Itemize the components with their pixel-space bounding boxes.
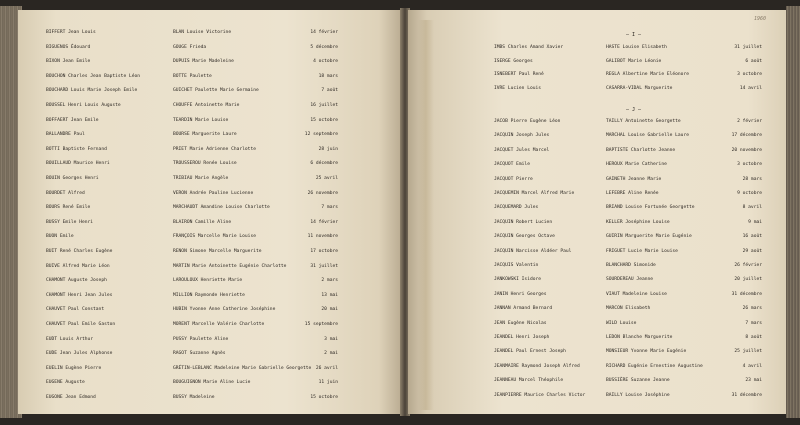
entry-name: EUGONE Jean Edmond bbox=[46, 395, 96, 400]
entry-name: JEAN Eugène Nicolas bbox=[494, 320, 547, 326]
register-entry bbox=[408, 205, 786, 213]
section-letter-heading: — J — bbox=[626, 107, 642, 113]
entry-name: EUDE Jean Jules Alphonse bbox=[46, 351, 113, 357]
entry-date: 6 décembre bbox=[310, 161, 338, 167]
entry-date: 4 avril bbox=[742, 363, 762, 369]
entry-spouse: GAINETH Jeanne Marie bbox=[606, 176, 662, 182]
entry-date: 20 novembre bbox=[731, 147, 762, 153]
entry-spouse: VERON Andrée Pauline Lucienne bbox=[173, 190, 254, 196]
entry-spouse: GUIRIN Marguerite Marie Eugénie bbox=[606, 234, 692, 240]
register-entry bbox=[18, 337, 402, 345]
register-entry bbox=[18, 191, 402, 199]
entry-spouse: MARCON Elisabeth bbox=[606, 306, 651, 312]
entry-name: JEANDEL Paul Ernest Joseph bbox=[494, 349, 566, 355]
register-entry bbox=[18, 161, 402, 169]
entry-date: 2 mars bbox=[321, 278, 338, 284]
entry-name: JACQUIN Narcisse Aldéer Paul bbox=[494, 248, 572, 254]
entry-date: 12 septembre bbox=[304, 132, 338, 138]
entry-date: 15 octobre bbox=[310, 117, 338, 123]
entry-name: JANKOWSKI Isidore bbox=[494, 277, 542, 283]
entry-name: BUIVE Alfred Marie Léon bbox=[46, 263, 110, 269]
entry-date: 8 août bbox=[745, 335, 762, 340]
register-entry bbox=[408, 72, 786, 80]
register-entry bbox=[408, 59, 786, 67]
entry-name: BOUSSEL Henri Louis Auguste bbox=[46, 103, 121, 108]
entry-date: 15 septembre bbox=[304, 322, 338, 327]
entry-name: JACQUIN Robert Lucien bbox=[494, 219, 553, 225]
entry-date: 14 avril bbox=[739, 85, 762, 91]
entry-spouse: TRIBIAU Marie Angèle bbox=[173, 176, 229, 181]
entry-spouse: BLAN Louise Victorine bbox=[173, 30, 232, 35]
register-entry bbox=[18, 351, 402, 359]
entry-date: 18 mars bbox=[318, 73, 338, 79]
entry-name: ISERGE Georges bbox=[494, 58, 533, 64]
register-entry bbox=[408, 292, 786, 300]
entry-name: JACOB Pierre Eugène Léon bbox=[494, 119, 561, 124]
register-entry bbox=[18, 380, 402, 388]
register-entry bbox=[18, 59, 402, 67]
register-entry bbox=[18, 147, 402, 155]
entry-date: 15 octobre bbox=[310, 395, 338, 400]
entry-date: 9 octobre bbox=[737, 191, 762, 196]
register-entry bbox=[408, 45, 786, 53]
entry-date: 17 octobre bbox=[310, 249, 338, 254]
entry-date: 17 décembre bbox=[731, 133, 762, 139]
entry-date: 8 avril bbox=[742, 205, 762, 211]
register-entry bbox=[408, 220, 786, 228]
entry-name: BOUILLAUD Maurice Henri bbox=[46, 161, 110, 167]
register-entry bbox=[18, 88, 402, 96]
entry-date: 31 juillet bbox=[310, 263, 338, 269]
register-entry bbox=[18, 293, 402, 301]
entry-spouse: BOUGUIGNON Marie Aline Lucie bbox=[173, 380, 251, 386]
register-entry bbox=[408, 191, 786, 199]
entry-date: 25 avril bbox=[315, 176, 338, 181]
entry-spouse: GOUGE Frieda bbox=[173, 44, 207, 50]
entry-date: 3 mai bbox=[324, 336, 338, 342]
entry-date: 13 mai bbox=[321, 292, 338, 298]
entry-name: JEANMAIRE Raymond Joseph Alfred bbox=[494, 363, 580, 369]
entry-date: 28 juin bbox=[318, 146, 338, 152]
register-entry bbox=[408, 162, 786, 170]
entry-date: 6 août bbox=[745, 58, 762, 64]
entry-spouse: CASARRA-VIDAL Marguerite bbox=[606, 85, 673, 91]
entry-name: JANNAN Armand Bernard bbox=[494, 306, 553, 312]
entry-name: JACQUIN Joseph Jules bbox=[494, 133, 550, 139]
register-entry bbox=[18, 366, 402, 374]
entry-date: 26 avril bbox=[315, 365, 338, 371]
corner-handwritten-note: 1960 bbox=[753, 16, 766, 22]
entry-spouse: LEDON Blanche Marguerite bbox=[606, 335, 673, 340]
entry-spouse: LEFEBRE Aline Renée bbox=[606, 191, 659, 196]
entry-name: BOFFAERT Jean Emile bbox=[46, 117, 99, 123]
entry-spouse: FRANÇOIS Marcelle Marie Louise bbox=[173, 234, 256, 240]
entry-date: 16 juillet bbox=[310, 103, 338, 108]
entry-date: 4 octobre bbox=[313, 59, 338, 65]
register-entry bbox=[18, 264, 402, 272]
entry-date: 31 décembre bbox=[731, 291, 762, 297]
entry-spouse: GRÉTIN-LEBLANC Madeleine Marie Gabrielle Georgette bbox=[173, 365, 312, 371]
entry-date: 28 mars bbox=[742, 176, 762, 182]
entry-name: JACQUEMARD Jules bbox=[494, 205, 539, 211]
entry-spouse: HUBIN Yvonne Anne Catherine Joséphine bbox=[173, 307, 276, 313]
entry-date: 26 mars bbox=[742, 306, 762, 312]
entry-spouse: LAROULOUX Henriette Marie bbox=[173, 278, 243, 284]
entry-date: 3 octobre bbox=[737, 162, 762, 168]
entry-spouse: BOTTE Paulette bbox=[173, 73, 212, 79]
register-entry bbox=[408, 335, 786, 343]
register-entry bbox=[408, 86, 786, 94]
entry-spouse: SOURDEREAU Jeanne bbox=[606, 277, 654, 283]
entry-spouse: KELLER Joséphine Louise bbox=[606, 219, 670, 225]
entry-date: 20 mai bbox=[321, 307, 338, 313]
entry-name: BUON Emile bbox=[46, 234, 74, 240]
entry-name: CHAMONT Auguste Joseph bbox=[46, 278, 107, 284]
entry-spouse: PRIET Marie Adrienne Charlotte bbox=[173, 146, 256, 152]
register-entry bbox=[408, 177, 786, 185]
register-entry bbox=[18, 278, 402, 286]
entry-spouse: FRIGUET Lucie Marie Louise bbox=[606, 248, 678, 254]
register-entry bbox=[408, 263, 786, 271]
entry-name: BOUCHON Charles Jean Baptiste Léon bbox=[46, 73, 141, 79]
register-entry bbox=[408, 133, 786, 141]
entry-name: IVRE Lucien Louis bbox=[494, 85, 542, 91]
entry-spouse: WILD Louise bbox=[606, 320, 637, 326]
register-entry bbox=[18, 205, 402, 213]
entry-spouse: PUSSY Paulette Aline bbox=[173, 336, 229, 342]
entry-name: BOURS René Emile bbox=[46, 205, 91, 211]
entry-name: EUELIN Eugène Pierre bbox=[46, 365, 102, 371]
right-page-stack-edge bbox=[786, 6, 800, 418]
entry-date: 3 octobre bbox=[737, 72, 762, 77]
entry-name: BOURDET Alfred bbox=[46, 190, 85, 196]
entry-name: JACQUIS Valentin bbox=[494, 263, 539, 268]
entry-spouse: BUSSY Madeleine bbox=[173, 395, 215, 400]
entry-spouse: GALIBOT Marie Léonie bbox=[606, 58, 662, 64]
entry-date: 29 août bbox=[742, 248, 762, 254]
entry-spouse: TEARDIN Marie Louise bbox=[173, 117, 229, 123]
page-stain bbox=[418, 20, 434, 410]
entry-date: 26 février bbox=[734, 263, 762, 268]
register-entry bbox=[18, 103, 402, 111]
entry-date: 25 juillet bbox=[734, 349, 762, 355]
entry-date: 23 mai bbox=[745, 378, 762, 384]
entry-spouse: HASTE Louise Elisabeth bbox=[606, 45, 667, 50]
entry-date: 11 novembre bbox=[307, 234, 338, 240]
entry-spouse: REGLA Albertine Marie Eléonore bbox=[606, 72, 689, 77]
entry-date: 31 juillet bbox=[734, 45, 762, 50]
entry-name: CHAUVET Paul Emile Gaston bbox=[46, 322, 116, 327]
entry-spouse: RAGOT Suzanne Agnès bbox=[173, 351, 226, 357]
register-entry bbox=[408, 321, 786, 329]
entry-name: BALLANDRE Paul bbox=[46, 132, 85, 138]
entry-date: 31 décembre bbox=[731, 392, 762, 398]
entry-date: 2 février bbox=[737, 119, 762, 124]
register-entry bbox=[18, 74, 402, 82]
register-entry bbox=[18, 30, 402, 38]
register-entry bbox=[18, 307, 402, 315]
entry-date: 7 mars bbox=[321, 205, 338, 211]
register-entry bbox=[18, 118, 402, 126]
entry-spouse: HEROUX Marie Catherine bbox=[606, 162, 667, 168]
entry-spouse: MILLION Raymonde Henriette bbox=[173, 292, 245, 298]
entry-name: EUGENE Auguste bbox=[46, 380, 85, 386]
entry-name: BOTTI Baptiste Fernand bbox=[46, 146, 107, 152]
entry-name: BIXON Jean Emile bbox=[46, 59, 91, 65]
entry-date: 5 décembre bbox=[310, 44, 338, 50]
entry-date: 7 août bbox=[321, 88, 338, 94]
register-entry bbox=[18, 132, 402, 140]
register-entry bbox=[408, 277, 786, 285]
entry-name: JEANNEAU Marcel Théophile bbox=[494, 378, 564, 384]
register-entry bbox=[18, 234, 402, 242]
entry-spouse: BRIAND Louise Fortunée Georgette bbox=[606, 205, 695, 211]
entry-name: BIGUENOS Édouard bbox=[46, 44, 91, 50]
entry-name: JACQUOT Pierre bbox=[494, 176, 533, 182]
entry-name: JEANDEL Henri Joseph bbox=[494, 335, 550, 340]
register-entry bbox=[408, 393, 786, 401]
entry-spouse: BLAIRON Camille Aline bbox=[173, 219, 232, 225]
entry-name: BIFFERT Jean Louis bbox=[46, 30, 96, 35]
register-entry bbox=[408, 378, 786, 386]
entry-name: ISNEBERT Paul René bbox=[494, 72, 544, 77]
entry-name: BUSSY Emile Henri bbox=[46, 219, 94, 225]
entry-date: 16 août bbox=[742, 234, 762, 240]
entry-name: JACQUET Jules Marcel bbox=[494, 147, 550, 153]
entry-name: JACQUEMIN Marcel Alfred Marie bbox=[494, 191, 575, 196]
entry-date: 9 mai bbox=[748, 219, 762, 225]
entry-name: IMBS Charles Amand Xavier bbox=[494, 45, 564, 50]
section-letter-heading: — I — bbox=[626, 32, 642, 38]
entry-date: 14 février bbox=[310, 30, 338, 35]
entry-date: 26 novembre bbox=[307, 190, 338, 196]
register-entry bbox=[18, 176, 402, 184]
register-entry bbox=[18, 322, 402, 330]
entry-name: BOUCHARD Louis Marie Joseph Emile bbox=[46, 88, 138, 94]
entry-spouse: BAILLY Louise Joséphine bbox=[606, 392, 670, 398]
entry-spouse: VIAUT Madeleine Louise bbox=[606, 291, 667, 297]
right-page bbox=[408, 10, 786, 414]
entry-spouse: TROUSSEROU Renée Louise bbox=[173, 161, 237, 167]
entry-name: BOUIN Georges Henri bbox=[46, 176, 99, 181]
entry-spouse: BUSSIÈRE Suzanne Jeanne bbox=[606, 378, 670, 384]
entry-name: JANIN Henri Georges bbox=[494, 291, 547, 297]
entry-spouse: BLANCHARD Simonide bbox=[606, 263, 656, 268]
entry-date: 14 février bbox=[310, 219, 338, 225]
entry-date: 2 mai bbox=[324, 351, 338, 357]
entry-spouse: RENON Simone Marcelle Marguerite bbox=[173, 249, 262, 254]
register-entry bbox=[18, 249, 402, 257]
entry-spouse: BOURSE Marguerite Laure bbox=[173, 132, 237, 138]
entry-spouse: MORENT Marcelle Valérie Charlotte bbox=[173, 322, 265, 327]
entry-spouse: MARTIN Marie Antoinette Eugénie Charlotte bbox=[173, 263, 287, 269]
register-entry bbox=[408, 148, 786, 156]
register-entry bbox=[408, 349, 786, 357]
entry-name: JACQUIN Georges Octave bbox=[494, 234, 555, 240]
entry-spouse: MONSIEUR Yvonne Marie Eugénie bbox=[606, 349, 687, 355]
entry-spouse: TAILLY Antoinette Georgette bbox=[606, 119, 681, 124]
register-entry bbox=[408, 249, 786, 257]
register-entry bbox=[408, 119, 786, 127]
entry-spouse: CHOUFFE Antoinette Marie bbox=[173, 103, 240, 108]
entry-name: JACQUOT Emile bbox=[494, 162, 530, 168]
entry-spouse: DUPUIS Marie Madeleine bbox=[173, 59, 234, 65]
entry-spouse: BAPTISTE Charlotte Jeanne bbox=[606, 147, 676, 153]
entry-name: CHAUVET Paul Constant bbox=[46, 307, 105, 313]
entry-name: EUDT Louis Arthur bbox=[46, 336, 94, 342]
entry-name: CHAMONT Henri Jean Jules bbox=[46, 292, 113, 298]
left-page bbox=[18, 10, 402, 414]
entry-spouse: RICHARD Eugénie Ernestine Augustine bbox=[606, 363, 703, 369]
register-entry bbox=[408, 306, 786, 314]
entry-spouse: MARCHAL Louise Gabrielle Laure bbox=[606, 133, 689, 139]
entry-spouse: MARCHAUDT Amandine Louise Charlotte bbox=[173, 205, 270, 211]
entry-date: 20 juillet bbox=[734, 277, 762, 283]
register-entry bbox=[408, 234, 786, 242]
register-entry bbox=[18, 220, 402, 228]
register-entry bbox=[408, 364, 786, 372]
entry-date: 11 juin bbox=[318, 380, 338, 386]
entry-date: 7 mars bbox=[745, 320, 762, 326]
register-entry bbox=[18, 45, 402, 53]
entry-spouse: GUICHET Paulette Marie Germaine bbox=[173, 88, 259, 94]
entry-name: JEANPIERRE Maurice Charles Victor bbox=[494, 392, 586, 398]
register-entry bbox=[18, 395, 402, 403]
entry-name: BUIT René Charles Eugène bbox=[46, 249, 113, 254]
